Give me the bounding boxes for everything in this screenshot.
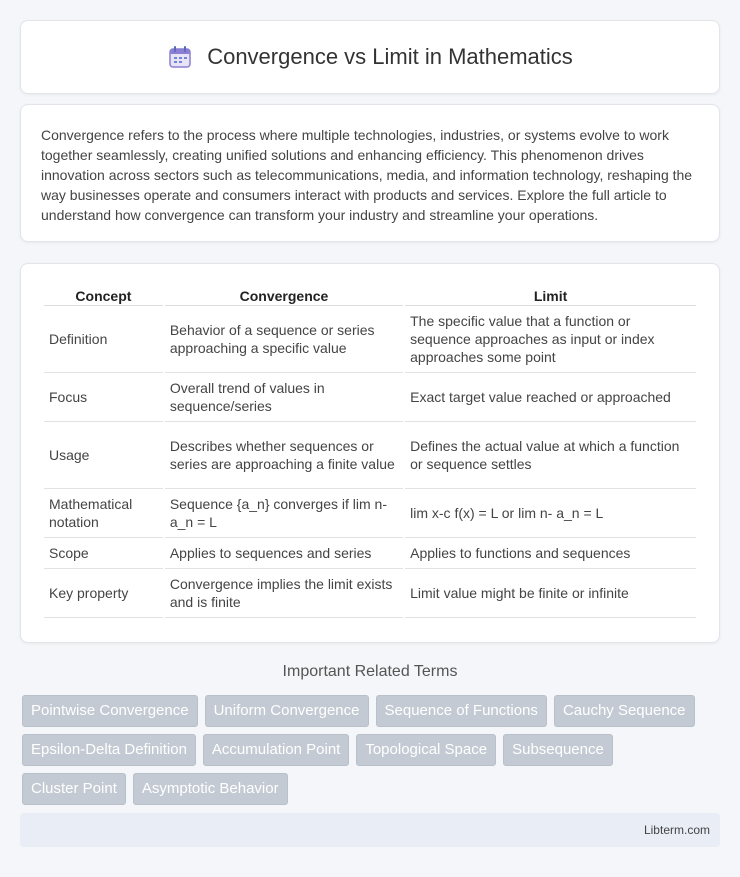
related-term-tag[interactable]: Uniform Convergence [205,695,369,727]
related-term-tag[interactable]: Cauchy Sequence [554,695,695,727]
table-card [20,263,720,643]
intro-card [20,104,720,242]
table-row [44,306,696,373]
footer-site-link[interactable]: Libterm.com [643,823,710,837]
table-cell: Applies to sequences and series [165,538,403,569]
table-row [44,373,696,422]
table-cell: Key property [44,569,163,618]
related-term-tag[interactable]: Sequence of Functions [376,695,547,727]
comparison-table [42,286,698,618]
intro-text: Convergence refers to the process where multiple technologies, industries, or systems evolve to work together seamlessly, creating unified solutions and enhancing efficiency. This phenomenon drives innovation across sectors such as telecommunications, media, and information technology, reshaping the way businesses operate and consumers interact with products and services. Explore the full article to understand how convergence can transform your industry and streamline your operations. [41,127,693,223]
title-wrap [167,44,573,70]
related-term-tag[interactable]: Topological Space [356,734,496,766]
table-cell: Usage [44,422,163,489]
related-term-tag[interactable]: Pointwise Convergence [22,695,198,727]
related-terms-title: Important Related Terms [282,663,458,680]
page-title: Convergence vs Limit in Mathematics [207,44,573,69]
header-convergence: Convergence [165,286,403,306]
related-term-tag[interactable]: Subsequence [503,734,613,766]
table-cell: Convergence implies the limit exists and is finite [165,569,403,618]
table-cell: Mathematical notation [44,489,163,538]
related-term-tag[interactable]: Accumulation Point [203,734,349,766]
header-concept: Concept [44,286,163,306]
table-cell: The specific value that a function or sequence approaches as input or index approaches some point [405,306,696,373]
table-cell: Overall trend of values in sequence/series [165,373,403,422]
table-cell: Behavior of a sequence or series approaching a specific value [165,306,403,373]
table-cell: Definition [44,306,163,373]
table-cell: Exact target value reached or approached [405,373,696,422]
header-card [20,20,720,94]
table-header-row [44,286,696,306]
table-row [44,422,696,489]
table-row [44,538,696,569]
table-cell: Limit value might be finite or infinite [405,569,696,618]
table-cell: Sequence {a_n} converges if lim n- a_n = L [165,489,403,538]
related-term-tag[interactable]: Epsilon-Delta Definition [22,734,196,766]
table-cell: lim x-c f(x) = L or lim n- a_n = L [405,489,696,538]
table-cell: Scope [44,538,163,569]
related-term-tag[interactable]: Cluster Point [22,773,126,805]
footer [20,813,720,847]
table-row [44,569,696,618]
related-terms-list [22,695,722,805]
table-cell: Focus [44,373,163,422]
table-cell: Applies to functions and sequences [405,538,696,569]
table-cell: Defines the actual value at which a function or sequence settles [405,422,696,489]
related-term-tag[interactable]: Asymptotic Behavior [133,773,288,805]
header-limit: Limit [405,286,696,306]
table-cell: Describes whether sequences or series are approaching a finite value [165,422,403,489]
table-row [44,489,696,538]
calendar-icon [167,44,193,70]
